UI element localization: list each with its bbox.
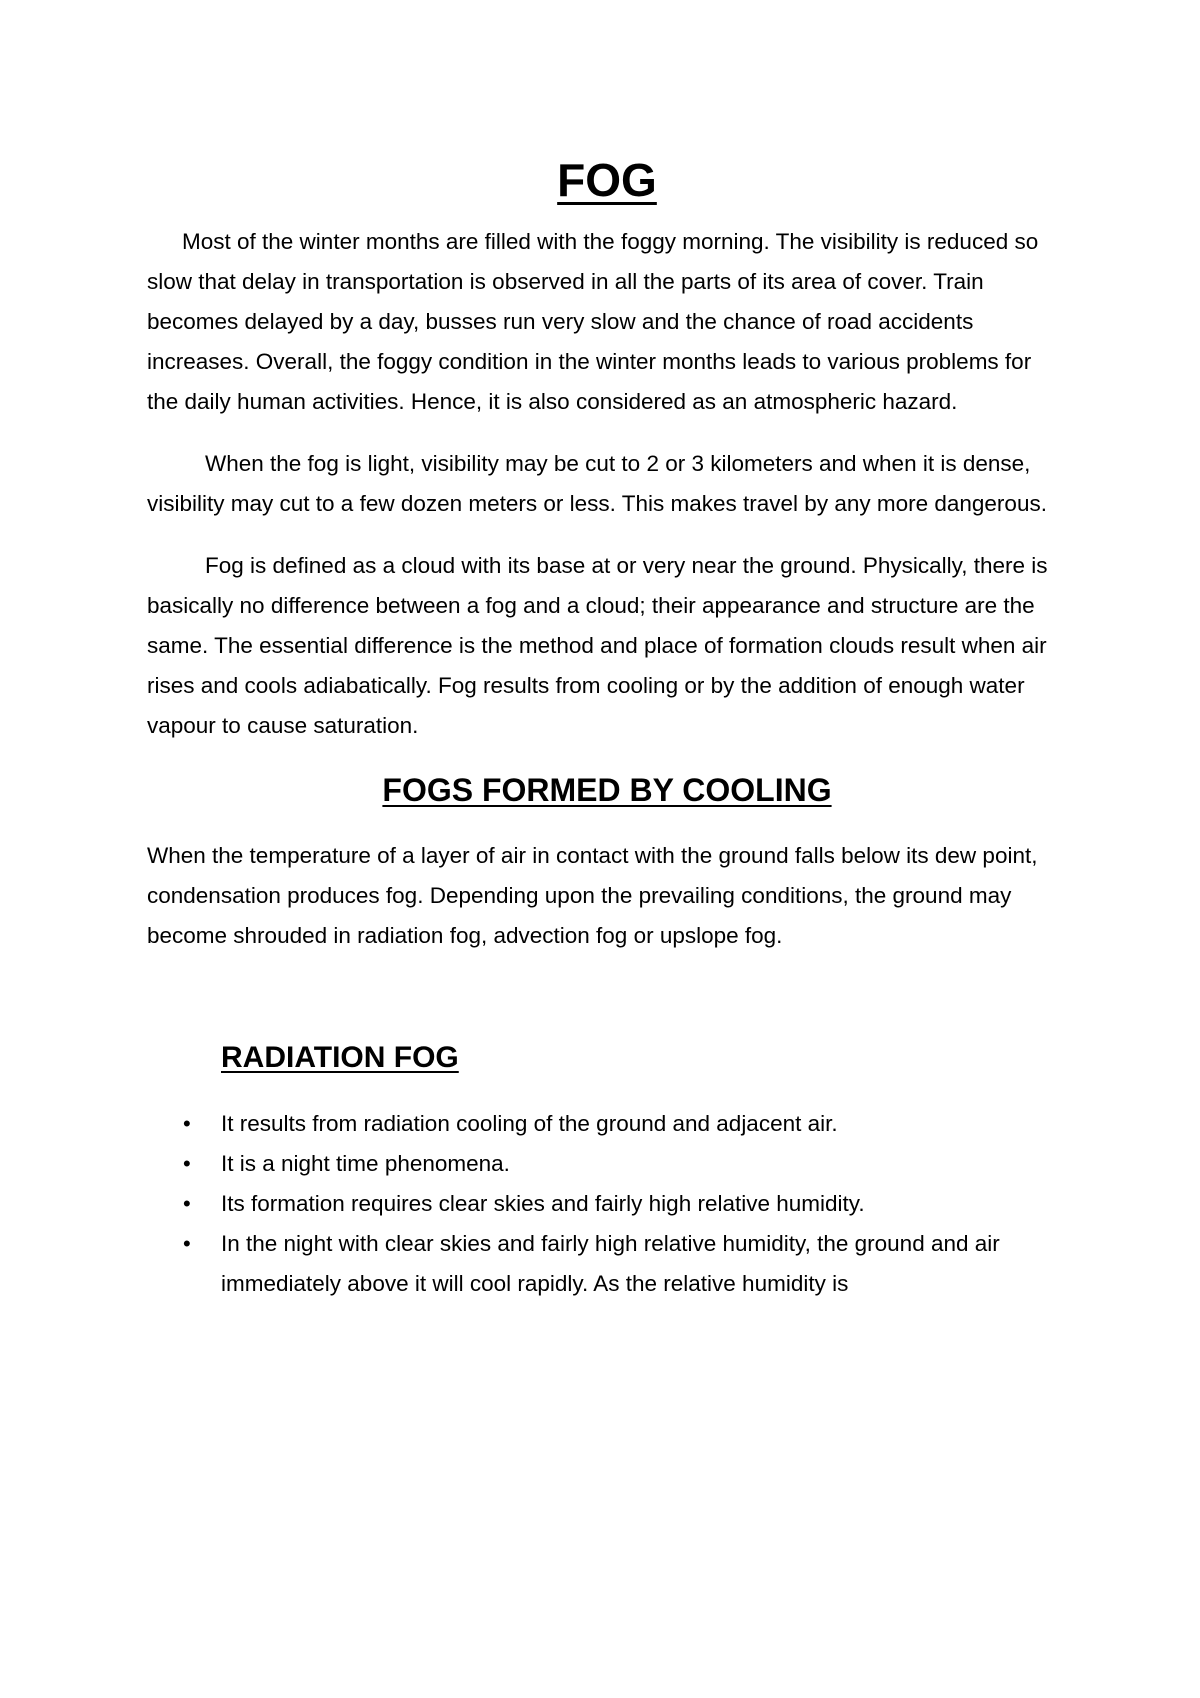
bullet-icon: • xyxy=(183,1151,191,1176)
list-item-text: It results from radiation cooling of the ground and adjacent air. xyxy=(221,1111,838,1136)
page-title: FOG xyxy=(557,154,657,206)
list-item-text: It is a night time phenomena. xyxy=(221,1151,510,1176)
list-item xyxy=(183,1144,1067,1184)
list-item-text: In the night with clear skies and fairly high relative humidity, the ground and air immediately above it will cool rapidly. As the relative humidity is xyxy=(221,1231,1000,1296)
cooling-paragraph: When the temperature of a layer of air in contact with the ground falls below its dew point, condensation produces fog. Depending upon the prevailing conditions, the ground may become shrouded in radiation fog, advection fog or upslope fog. xyxy=(147,843,1038,948)
section-heading: FOGS FORMED BY COOLING xyxy=(382,772,832,808)
bullet-icon: • xyxy=(183,1231,191,1256)
bullet-list xyxy=(147,1104,1067,1304)
list-item-text: Its formation requires clear skies and fairly high relative humidity. xyxy=(221,1191,865,1216)
bullet-icon: • xyxy=(183,1191,191,1216)
list-item xyxy=(183,1184,1067,1224)
paragraph-spacer xyxy=(147,422,1067,444)
list-item xyxy=(183,1224,1067,1304)
visibility-paragraph: When the fog is light, visibility may be cut to 2 or 3 kilometers and when it is dense, visibility may cut to a few dozen meters or less. This makes travel by any more dangerous. xyxy=(147,451,1047,516)
document-body xyxy=(147,150,1067,1304)
subsection-heading: RADIATION FOG xyxy=(221,1041,459,1074)
intro-paragraph: Most of the winter months are filled with the foggy morning. The visibility is reduced so slow that delay in transportation is observed in all the parts of its area of cover. Train becomes delayed by a day, busses run very slow and the chance of road accidents increases. Overall, the foggy condition in the winter months leads to various problems for the daily human activities. Hence, it is also considered as an atmospheric hazard. xyxy=(147,229,1039,414)
bullet-icon: • xyxy=(183,1111,191,1136)
list-item xyxy=(183,1104,1067,1144)
paragraph-spacer xyxy=(147,524,1067,546)
definition-paragraph: Fog is defined as a cloud with its base at or very near the ground. Physically, there is basically no difference between a fog and a cloud; their appearance and structure are the same. The essential difference is the method and place of formation clouds result when air rises and cools adiabatically. Fog results from cooling or by the addition of enough water vapour to cause saturation. xyxy=(147,553,1048,738)
